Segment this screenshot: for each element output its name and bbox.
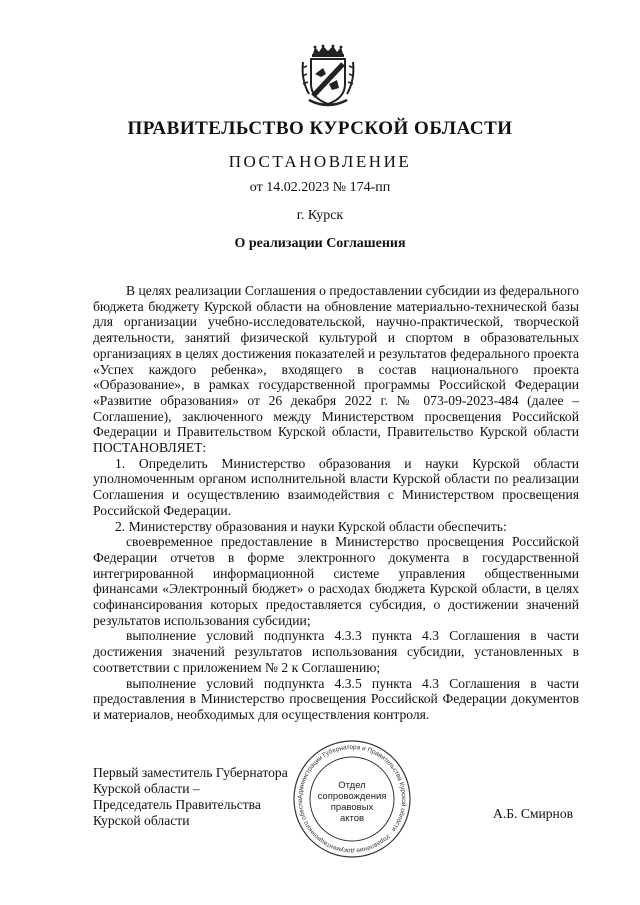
signatory-title: Первый заместитель Губернатора Курской области – Председатель Правительства Курской области <box>93 765 288 828</box>
stamp-ring-text: Администрации Губернатора и Правительства Курской области · Управление документационного обеспе <box>296 743 408 855</box>
paragraph-item-1: 1. Определить Министерство образования и науки Курской области уполномоченным органом исполнительной власти Курской области по реализации Соглашения и осуществлению взаимодействия с Министерством просвещения Российской Федерации. <box>93 455 579 518</box>
paragraph-subitem-results: выполнение условий подпункта 4.3.3 пункта 4.3 Соглашения в части достижения значений результатов использования субсидии, установленных в соответствии с приложением № 2 к Соглашению; <box>93 628 579 675</box>
paragraph-subitem-control: выполнение условий подпункта 4.3.5 пункта 4.3 Соглашения в части предоставления в Министерство просвещения Российской Федерации документов и материалов, необходимых для осуществления контроля. <box>93 675 579 722</box>
city: г. Курск <box>296 208 344 223</box>
paragraph-item-2: 2. Министерству образования и науки Курской области обеспечить: <box>115 518 507 534</box>
document-type: ПОСТАНОВЛЕНИЕ <box>228 152 412 171</box>
coat-of-arms-icon <box>299 44 357 108</box>
paragraph-preamble: В целях реализации Соглашения о предоставлении субсидии из федерального бюджета бюджету Курской области на обновление материально-технической базы для организации учебно-исследовательской, научно-практической, творческой деятельности, занятий физической культурой и спортом в образовательных организациях в целях достижения показателей и результатов федерального проекта «Успех каждого ребенка», входящего в состав национального проекта «Образование», в рамках государственной программы Российской Федерации «Развитие образования» от 26 декабря 2022 г. № 073-09-2023-484 (далее – Соглашение), заключенного между Министерством просвещения Российской Федерации и Правительством Курской области, Правительство Курской области ПОСТАНОВЛЯЕТ: <box>93 283 579 456</box>
stamp-center-text: Отдел сопровождения правовых актов <box>317 780 387 824</box>
signatory-name: А.Б. Смирнов <box>493 806 574 821</box>
paragraph-subitem-reports: своевременное предоставление в Министерство просвещения Российской Федерации отчетов в форме электронного документа в государственной интегрированной информационной системе управления общественными финансами «Электронный бюджет» о расходах бюджета Курской области, в целях софинансирования которых предоставляется субсидия, о достижении значений результатов использования субсидии; <box>93 534 579 628</box>
document-subject: О реализации Соглашения <box>234 236 406 251</box>
government-title: ПРАВИТЕЛЬСТВО КУРСКОЙ ОБЛАСТИ <box>127 118 513 139</box>
document-number: от 14.02.2023 № 174-пп <box>249 180 391 195</box>
document-body <box>93 283 579 723</box>
